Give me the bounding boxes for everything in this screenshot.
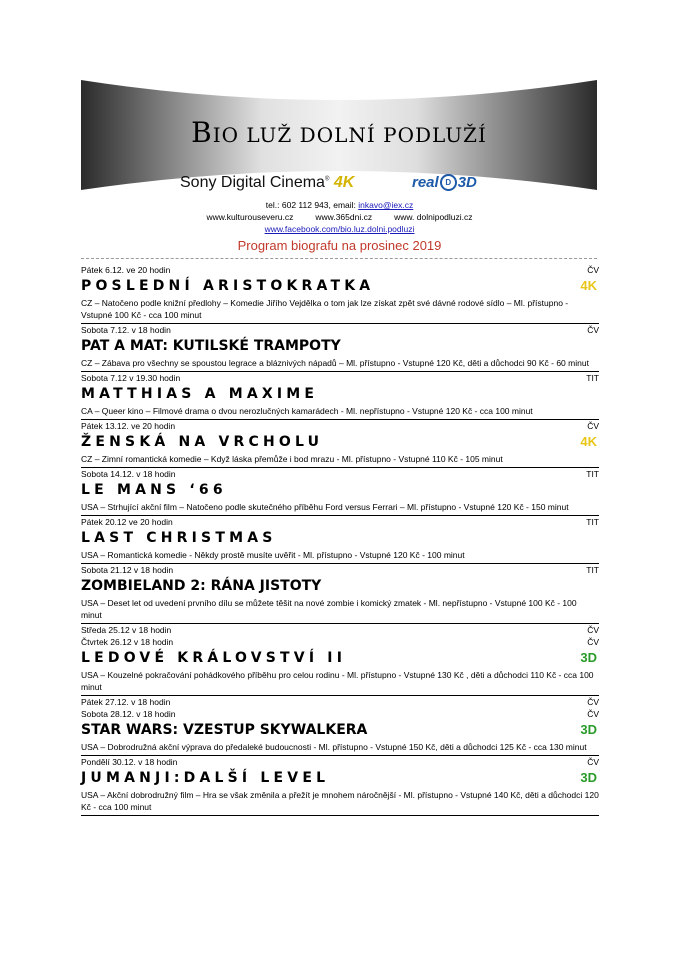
- website-link[interactable]: www.365dni.cz: [315, 212, 373, 222]
- format-badge: 3D: [580, 770, 597, 785]
- screening-slot: [81, 468, 599, 480]
- email-link[interactable]: inkavo@iex.cz: [358, 200, 414, 210]
- movie-entry: [81, 696, 599, 756]
- movie-entry: [81, 516, 599, 564]
- language-code: ČV: [587, 697, 599, 707]
- movie-entry: [81, 372, 599, 420]
- screening-slot: [81, 756, 599, 768]
- screening-date: Sobota 7.12. v 18 hodin: [81, 325, 171, 335]
- language-code: ČV: [587, 325, 599, 335]
- screening-date: Pátek 13.12. ve 20 hodin: [81, 421, 176, 431]
- format-badge: 4K: [580, 434, 597, 449]
- movie-description: CA – Queer kino – Filmové drama o dvou nerozlučných kamarádech - Ml. nepřístupno - Vstupné 120 Kč - cca 100 minut: [81, 406, 533, 416]
- movie-description: USA – Deset let od uvedení prvního dílu se můžete těšit na nové zombie i komický zmatek - Ml. nepřístupno - Vstupné 100 Kč - 100 minut: [81, 598, 577, 620]
- movie-title: ŽENSKÁ NA VRCHOLU: [81, 434, 324, 450]
- website-line: [0, 212, 679, 222]
- movie-description: CZ – Natočeno podle knižní předlohy – Komedie Jiřího Vejdělka o tom jak lze získat zpět své dávné rodové sídlo – Ml. přístupno - Vstupné 100 Kč - cca 100 minut: [81, 298, 569, 320]
- movie-entry: [81, 564, 599, 624]
- screening-slot: [81, 516, 599, 528]
- movie-title: LAST CHRISTMAS: [81, 530, 277, 546]
- screening-slot: [81, 264, 599, 276]
- movie-description: USA – Strhující akční film – Natočeno podle skutečného příběhu Ford versus Ferrari – Ml. přístupno - Vstupné 120 Kč - 150 minut: [81, 502, 569, 512]
- screening-slot: [81, 696, 599, 708]
- language-code: TIT: [586, 565, 599, 575]
- movie-description: CZ – Zimní romantická komedie – Když láska přemůže i bod mrazu - Ml. přístupno - Vstupné 110 Kč - 105 minut: [81, 454, 503, 464]
- contact-line: tel.: 602 112 943, email: inkavo@iex.cz: [265, 200, 414, 210]
- movie-title: PAT A MAT: KUTILSKÉ TRAMPOTY: [81, 338, 341, 354]
- movie-title: MATTHIAS A MAXIME: [81, 386, 319, 402]
- movie-title-row: [81, 768, 599, 789]
- website-link[interactable]: www. dolnipodluzi.cz: [394, 212, 473, 222]
- movie-title-row: [81, 336, 599, 357]
- language-code: TIT: [586, 517, 599, 527]
- movie-title: STAR WARS: VZESTUP SKYWALKERA: [81, 722, 368, 738]
- movie-list: [81, 264, 599, 816]
- movie-title-row: [81, 648, 599, 669]
- logo-strip: [0, 172, 679, 196]
- movie-title-row: [81, 276, 599, 297]
- language-code: ČV: [587, 625, 599, 635]
- movie-description: USA – Kouzelné pokračování pohádkového příběhu pro celou rodinu - Ml. přístupno - Vstupné 130 Kč , děti a důchodci 110 Kč - cca 100 minut: [81, 670, 594, 692]
- screening-date: Pondělí 30.12. v 18 hodin: [81, 757, 178, 767]
- cinema-name: BIO LUŽ DOLNÍ PODLUŽÍ: [191, 116, 487, 149]
- movie-entry: [81, 264, 599, 324]
- movie-title: LE MANS ‘66: [81, 482, 227, 498]
- format-badge: 4K: [580, 278, 597, 293]
- language-code: TIT: [586, 469, 599, 479]
- movie-title-row: [81, 720, 599, 741]
- facebook-line: [0, 224, 679, 234]
- screening-date: Sobota 7.12 v 19.30 hodin: [81, 373, 181, 383]
- screening-date: Pátek 20.12 ve 20 hodin: [81, 517, 173, 527]
- screening-slot: [81, 708, 599, 720]
- screening-date: Čtvrtek 26.12 v 18 hodin: [81, 637, 174, 647]
- movie-title-row: [81, 528, 599, 549]
- screening-date: Středa 25.12 v 18 hodin: [81, 625, 172, 635]
- movie-entry: [81, 756, 599, 816]
- screening-date: Sobota 14.12. v 18 hodin: [81, 469, 176, 479]
- program-title: Program biografu na prosinec 2019: [237, 238, 442, 253]
- movie-description: USA – Akční dobrodružný film – Hra se však změnila a přežít je mnohem náročnější - Ml. přístupno - Vstupné 140 Kč, děti a důchodci 120 Kč - cca 100 minut: [81, 790, 599, 812]
- screening-date: Sobota 21.12 v 18 hodin: [81, 565, 174, 575]
- movie-title-row: [81, 432, 599, 453]
- language-code: ČV: [587, 709, 599, 719]
- format-badge: 3D: [580, 722, 597, 737]
- screening-date: Sobota 28.12. v 18 hodin: [81, 709, 176, 719]
- movie-entry: [81, 420, 599, 468]
- sony-digital-cinema-logo: Sony Digital Cinema® 4K: [180, 174, 355, 191]
- movie-title-row: [81, 576, 599, 597]
- language-code: ČV: [587, 265, 599, 275]
- screening-slot: [81, 564, 599, 576]
- movie-entry: [81, 468, 599, 516]
- website-link[interactable]: www.kulturouseveru.cz: [206, 212, 294, 222]
- screening-date: Pátek 6.12. ve 20 hodin: [81, 265, 171, 275]
- reald-3d-logo: real D 3D: [412, 174, 477, 191]
- format-badge: 3D: [580, 650, 597, 665]
- movie-entry: [81, 324, 599, 372]
- screening-slot: [81, 420, 599, 432]
- movie-title-row: [81, 480, 599, 501]
- language-code: TIT: [586, 373, 599, 383]
- language-code: ČV: [587, 757, 599, 767]
- movie-title-row: [81, 384, 599, 405]
- movie-title: JUMANJI:DALŠÍ LEVEL: [81, 770, 330, 786]
- screening-slot: [81, 324, 599, 336]
- movie-title: POSLEDNÍ ARISTOKRATKA: [81, 278, 375, 294]
- movie-description: USA – Romantická komedie - Někdy prostě musíte uvěřit - Ml. přístupno - Vstupné 120 Kč - 100 minut: [81, 550, 465, 560]
- movie-description: USA – Dobrodružná akční výprava do předaleké budoucnosti - Ml. přístupno - Vstupné 150 Kč, děti a důchodci 125 Kč - cca 130 minut: [81, 742, 587, 752]
- movie-entry: [81, 624, 599, 696]
- facebook-link[interactable]: www.facebook.com/bio.luz.dolni.podluzi: [264, 224, 415, 234]
- movie-title: LEDOVÉ KRÁLOVSTVÍ II: [81, 650, 347, 666]
- dashed-divider: [81, 258, 597, 259]
- screening-slot: [81, 624, 599, 636]
- movie-description: CZ – Zábava pro všechny se spoustou legrace a bláznivých nápadů – Ml. přístupno - Vstupné 120 Kč, děti a důchodci 90 Kč - 60 minut: [81, 358, 589, 368]
- screening-slot: [81, 372, 599, 384]
- screening-date: Pátek 27.12. v 18 hodin: [81, 697, 171, 707]
- language-code: ČV: [587, 421, 599, 431]
- movie-title: ZOMBIELAND 2: RÁNA JISTOTY: [81, 578, 322, 594]
- language-code: ČV: [587, 637, 599, 647]
- screening-slot: [81, 636, 599, 648]
- entry-divider: [81, 815, 599, 816]
